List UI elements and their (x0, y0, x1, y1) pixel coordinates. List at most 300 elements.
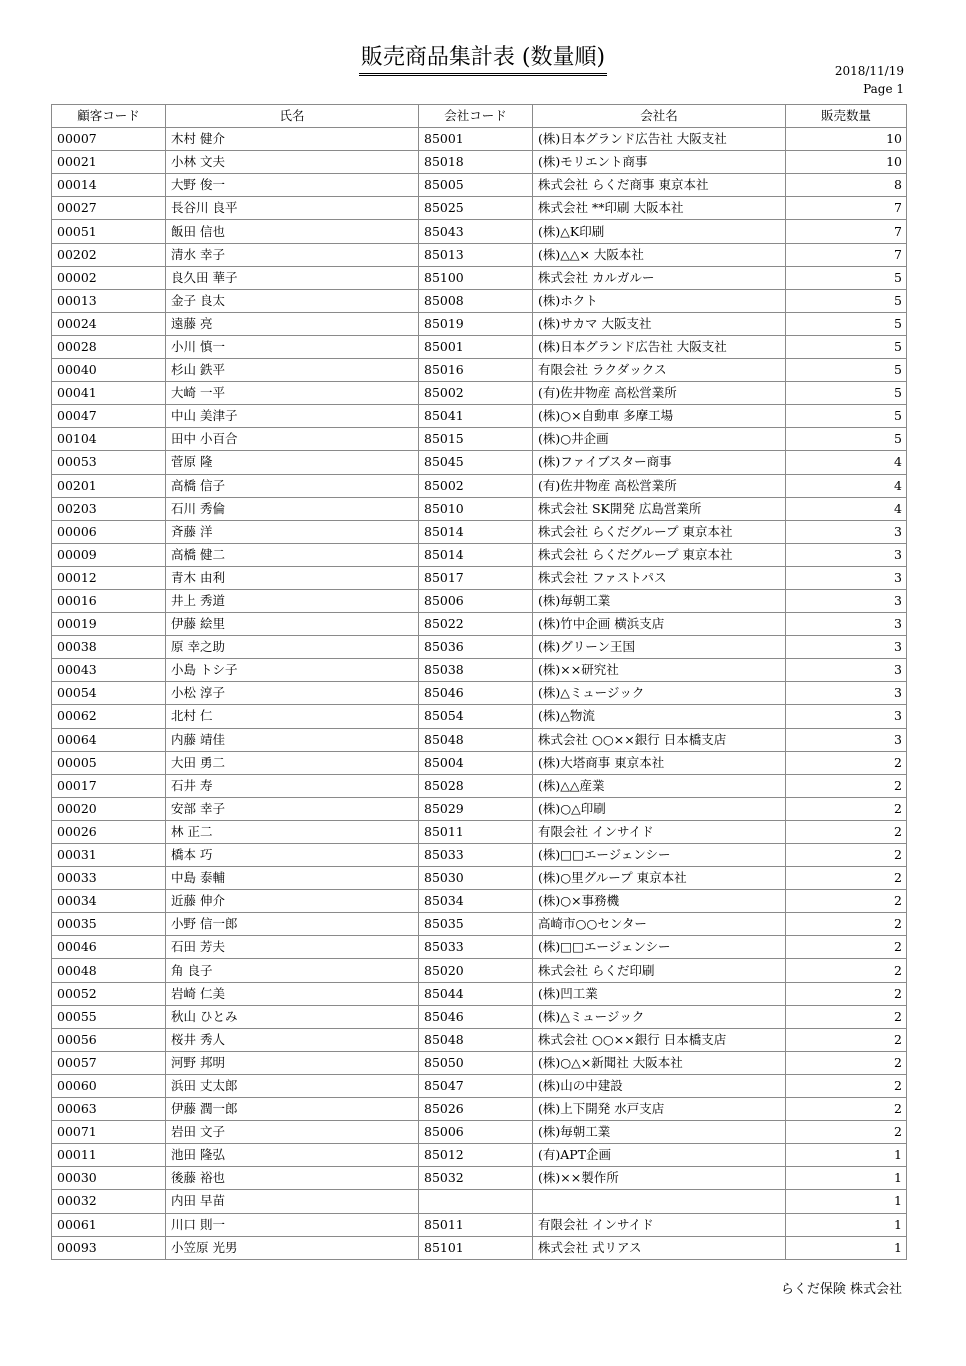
company-code-cell: 85038 (419, 659, 533, 682)
customer-code-cell: 00013 (52, 289, 166, 312)
sales-quantity-cell: 7 (786, 243, 907, 266)
sales-quantity-cell: 10 (786, 151, 907, 174)
customer-name-cell: 清水 幸子 (166, 243, 419, 266)
sales-quantity-cell: 3 (786, 659, 907, 682)
customer-name-cell: 良久田 華子 (166, 266, 419, 289)
company-code-cell: 85008 (419, 289, 533, 312)
company-code-cell: 85032 (419, 1167, 533, 1190)
customer-name-cell: 林 正二 (166, 820, 419, 843)
customer-name-cell: 池田 隆弘 (166, 1144, 419, 1167)
sales-quantity-cell: 1 (786, 1190, 907, 1213)
company-code-cell: 85041 (419, 405, 533, 428)
customer-code-cell: 00009 (52, 543, 166, 566)
company-code-cell: 85029 (419, 797, 533, 820)
company-code-cell: 85001 (419, 335, 533, 358)
header-customer-name: 氏名 (166, 105, 419, 128)
customer-code-cell: 00104 (52, 428, 166, 451)
table-row (52, 543, 907, 566)
company-code-cell: 85022 (419, 613, 533, 636)
sales-quantity-cell: 3 (786, 543, 907, 566)
customer-code-cell: 00093 (52, 1236, 166, 1259)
customer-name-cell: 桜井 秀人 (166, 1028, 419, 1051)
customer-name-cell: 高橋 健二 (166, 543, 419, 566)
sales-quantity-cell: 7 (786, 197, 907, 220)
customer-name-cell: 小島 トシ子 (166, 659, 419, 682)
company-name-cell: (株)グリーン王国 (533, 636, 786, 659)
customer-name-cell: 遠藤 亮 (166, 312, 419, 335)
customer-code-cell: 00046 (52, 936, 166, 959)
sales-quantity-cell: 4 (786, 474, 907, 497)
table-row (52, 613, 907, 636)
company-name-cell: 株式会社 らくだグループ 東京本社 (533, 520, 786, 543)
customer-code-cell: 00051 (52, 220, 166, 243)
company-name-cell: (株)ホクト (533, 289, 786, 312)
company-name-cell: 株式会社 ○○××銀行 日本橋支店 (533, 1028, 786, 1051)
customer-code-cell: 00048 (52, 959, 166, 982)
company-name-cell: (株)竹中企画 横浜支店 (533, 613, 786, 636)
table-row (52, 1121, 907, 1144)
customer-name-cell: 大崎 一平 (166, 382, 419, 405)
company-name-cell: (株)△物流 (533, 705, 786, 728)
sales-quantity-cell: 2 (786, 1121, 907, 1144)
table-row (52, 520, 907, 543)
customer-name-cell: 飯田 信也 (166, 220, 419, 243)
company-name-cell: (株)モリエント商事 (533, 151, 786, 174)
customer-name-cell: 内藤 靖佳 (166, 728, 419, 751)
customer-code-cell: 00043 (52, 659, 166, 682)
table-row (52, 289, 907, 312)
table-row (52, 497, 907, 520)
customer-code-cell: 00203 (52, 497, 166, 520)
customer-code-cell: 00028 (52, 335, 166, 358)
company-code-cell: 85025 (419, 197, 533, 220)
table-row (52, 1236, 907, 1259)
company-name-cell: (有)佐井物産 高松営業所 (533, 474, 786, 497)
customer-name-cell: 菅原 隆 (166, 451, 419, 474)
company-code-cell: 85034 (419, 890, 533, 913)
customer-code-cell: 00057 (52, 1051, 166, 1074)
customer-code-cell: 00024 (52, 312, 166, 335)
customer-code-cell: 00053 (52, 451, 166, 474)
header-company-name: 会社名 (533, 105, 786, 128)
sales-quantity-cell: 10 (786, 128, 907, 151)
table-row (52, 1051, 907, 1074)
customer-name-cell: 北村 仁 (166, 705, 419, 728)
customer-code-cell: 00027 (52, 197, 166, 220)
company-code-cell: 85011 (419, 820, 533, 843)
sales-quantity-cell: 2 (786, 867, 907, 890)
customer-code-cell: 00061 (52, 1213, 166, 1236)
company-name-cell: 株式会社 ファストパス (533, 566, 786, 589)
company-code-cell: 85014 (419, 520, 533, 543)
company-code-cell: 85017 (419, 566, 533, 589)
sales-quantity-cell: 4 (786, 497, 907, 520)
customer-code-cell: 00002 (52, 266, 166, 289)
sales-quantity-cell: 5 (786, 382, 907, 405)
company-name-cell: 株式会社 SK開発 広島営業所 (533, 497, 786, 520)
table-row (52, 266, 907, 289)
customer-name-cell: 金子 良太 (166, 289, 419, 312)
sales-table (51, 104, 907, 1260)
table-row (52, 128, 907, 151)
customer-name-cell: 石井 寿 (166, 774, 419, 797)
table-row (52, 474, 907, 497)
company-name-cell: (株)上下開発 水戸支店 (533, 1098, 786, 1121)
sales-quantity-cell: 3 (786, 636, 907, 659)
table-row (52, 1098, 907, 1121)
company-code-cell: 85047 (419, 1074, 533, 1097)
customer-name-cell: 川口 則一 (166, 1213, 419, 1236)
customer-code-cell: 00056 (52, 1028, 166, 1051)
company-code-cell: 85002 (419, 382, 533, 405)
customer-code-cell: 00063 (52, 1098, 166, 1121)
report-meta (835, 62, 904, 98)
page-number: Page 1 (863, 82, 904, 96)
table-row (52, 820, 907, 843)
report-date: 2018/11/19 (834, 64, 904, 78)
customer-code-cell: 00038 (52, 636, 166, 659)
company-code-cell (419, 1190, 533, 1213)
customer-name-cell: 岩田 文子 (166, 1121, 419, 1144)
customer-name-cell: 中島 泰輔 (166, 867, 419, 890)
company-code-cell: 85019 (419, 312, 533, 335)
table-row (52, 1167, 907, 1190)
table-row (52, 751, 907, 774)
table-row (52, 1005, 907, 1028)
company-name-cell: (株)毎朝工業 (533, 1121, 786, 1144)
customer-code-cell: 00005 (52, 751, 166, 774)
customer-name-cell: 石田 芳夫 (166, 936, 419, 959)
customer-code-cell: 00030 (52, 1167, 166, 1190)
header-company-code: 会社コード (419, 105, 533, 128)
table-row (52, 982, 907, 1005)
table-row (52, 797, 907, 820)
company-code-cell: 85012 (419, 1144, 533, 1167)
company-name-cell: (有)佐井物産 高松営業所 (533, 382, 786, 405)
customer-code-cell: 00019 (52, 613, 166, 636)
customer-code-cell: 00062 (52, 705, 166, 728)
company-code-cell: 85006 (419, 589, 533, 612)
table-row (52, 589, 907, 612)
company-code-cell: 85048 (419, 1028, 533, 1051)
company-code-cell: 85048 (419, 728, 533, 751)
sales-quantity-cell: 3 (786, 682, 907, 705)
customer-code-cell: 00007 (52, 128, 166, 151)
sales-quantity-cell: 5 (786, 289, 907, 312)
sales-quantity-cell: 5 (786, 405, 907, 428)
customer-name-cell: 青木 由利 (166, 566, 419, 589)
company-code-cell: 85005 (419, 174, 533, 197)
table-row (52, 774, 907, 797)
company-name-cell: 株式会社 ○○××銀行 日本橋支店 (533, 728, 786, 751)
company-code-cell: 85045 (419, 451, 533, 474)
company-code-cell: 85054 (419, 705, 533, 728)
company-name-cell: (株)○里グループ 東京本社 (533, 867, 786, 890)
sales-quantity-cell: 2 (786, 774, 907, 797)
company-name-cell: 株式会社 式リアス (533, 1236, 786, 1259)
table-row (52, 844, 907, 867)
sales-quantity-cell: 2 (786, 982, 907, 1005)
company-name-cell: (株)××研究社 (533, 659, 786, 682)
customer-code-cell: 00047 (52, 405, 166, 428)
table-row (52, 566, 907, 589)
table-row (52, 936, 907, 959)
company-code-cell: 85028 (419, 774, 533, 797)
customer-code-cell: 00054 (52, 682, 166, 705)
company-code-cell: 85035 (419, 913, 533, 936)
customer-code-cell: 00201 (52, 474, 166, 497)
customer-code-cell: 00021 (52, 151, 166, 174)
customer-name-cell: 杉山 鉄平 (166, 359, 419, 382)
customer-code-cell: 00041 (52, 382, 166, 405)
sales-quantity-cell: 2 (786, 936, 907, 959)
table-row (52, 312, 907, 335)
company-code-cell: 85001 (419, 128, 533, 151)
customer-name-cell: 大野 俊一 (166, 174, 419, 197)
table-row (52, 867, 907, 890)
company-name-cell: (株)凹工業 (533, 982, 786, 1005)
company-code-cell: 85046 (419, 1005, 533, 1028)
sales-quantity-cell: 2 (786, 890, 907, 913)
table-row (52, 890, 907, 913)
table-row (52, 1190, 907, 1213)
table-row (52, 1074, 907, 1097)
customer-name-cell: 中山 美津子 (166, 405, 419, 428)
customer-code-cell: 00032 (52, 1190, 166, 1213)
customer-code-cell: 00040 (52, 359, 166, 382)
sales-quantity-cell: 2 (786, 844, 907, 867)
company-name-cell: (株)□□エージェンシー (533, 936, 786, 959)
company-name-cell: 高崎市○○センター (533, 913, 786, 936)
sales-quantity-cell: 5 (786, 335, 907, 358)
customer-name-cell: 安部 幸子 (166, 797, 419, 820)
table-row (52, 659, 907, 682)
table-body (52, 128, 907, 1260)
company-code-cell: 85014 (419, 543, 533, 566)
company-name-cell: (株)○△×新聞社 大阪本社 (533, 1051, 786, 1074)
customer-name-cell: 橋本 巧 (166, 844, 419, 867)
customer-code-cell: 00060 (52, 1074, 166, 1097)
company-code-cell: 85100 (419, 266, 533, 289)
report-title (0, 44, 966, 76)
report-title-text: 販売商品集計表 (数量順) (359, 44, 607, 76)
company-code-cell: 85101 (419, 1236, 533, 1259)
customer-name-cell: 河野 邦明 (166, 1051, 419, 1074)
table-row (52, 682, 907, 705)
sales-quantity-cell: 1 (786, 1144, 907, 1167)
company-name-cell: (株)△ミュージック (533, 682, 786, 705)
sales-quantity-cell: 3 (786, 613, 907, 636)
customer-code-cell: 00202 (52, 243, 166, 266)
customer-code-cell: 00014 (52, 174, 166, 197)
customer-name-cell: 伊藤 潤一郎 (166, 1098, 419, 1121)
customer-name-cell: 高橋 信子 (166, 474, 419, 497)
table-row (52, 197, 907, 220)
header-customer-code: 顧客コード (52, 105, 166, 128)
company-name-cell: (株)○井企画 (533, 428, 786, 451)
customer-code-cell: 00031 (52, 844, 166, 867)
sales-quantity-cell: 5 (786, 359, 907, 382)
table-row (52, 151, 907, 174)
company-code-cell: 85036 (419, 636, 533, 659)
company-name-cell: (株)△△× 大阪本社 (533, 243, 786, 266)
customer-name-cell: 大田 勇二 (166, 751, 419, 774)
table-header-row (52, 105, 907, 128)
customer-name-cell: 田中 小百合 (166, 428, 419, 451)
sales-quantity-cell: 2 (786, 913, 907, 936)
customer-name-cell: 井上 秀道 (166, 589, 419, 612)
company-code-cell: 85011 (419, 1213, 533, 1236)
company-name-cell: (株)大塔商事 東京本社 (533, 751, 786, 774)
customer-code-cell: 00071 (52, 1121, 166, 1144)
table-row (52, 405, 907, 428)
sales-quantity-cell: 7 (786, 220, 907, 243)
customer-name-cell: 長谷川 良平 (166, 197, 419, 220)
company-code-cell: 85013 (419, 243, 533, 266)
customer-name-cell: 石川 秀倫 (166, 497, 419, 520)
company-name-cell: (株)毎朝工業 (533, 589, 786, 612)
customer-name-cell: 小林 文夫 (166, 151, 419, 174)
customer-name-cell: 浜田 丈太郎 (166, 1074, 419, 1097)
sales-quantity-cell: 2 (786, 959, 907, 982)
table-row (52, 243, 907, 266)
sales-quantity-cell: 5 (786, 312, 907, 335)
sales-quantity-cell: 2 (786, 1028, 907, 1051)
sales-quantity-cell: 2 (786, 1005, 907, 1028)
customer-code-cell: 00017 (52, 774, 166, 797)
company-name-cell: (株)○×自動車 多摩工場 (533, 405, 786, 428)
company-code-cell: 85033 (419, 936, 533, 959)
company-name-cell: (株)○△印刷 (533, 797, 786, 820)
table-row (52, 359, 907, 382)
company-code-cell: 85004 (419, 751, 533, 774)
customer-name-cell: 内田 早苗 (166, 1190, 419, 1213)
table-row (52, 382, 907, 405)
sales-quantity-cell: 2 (786, 1051, 907, 1074)
sales-quantity-cell: 1 (786, 1236, 907, 1259)
customer-name-cell: 小松 淳子 (166, 682, 419, 705)
customer-code-cell: 00033 (52, 867, 166, 890)
company-code-cell: 85026 (419, 1098, 533, 1121)
company-name-cell: 株式会社 カルガルー (533, 266, 786, 289)
customer-name-cell: 木村 健介 (166, 128, 419, 151)
sales-quantity-cell: 3 (786, 566, 907, 589)
customer-code-cell: 00035 (52, 913, 166, 936)
table-row (52, 335, 907, 358)
sales-quantity-cell: 2 (786, 1098, 907, 1121)
table-row (52, 636, 907, 659)
table-row (52, 428, 907, 451)
company-name-cell: (有)APT企画 (533, 1144, 786, 1167)
sales-quantity-cell: 8 (786, 174, 907, 197)
sales-quantity-cell: 2 (786, 751, 907, 774)
company-name-cell: (株)日本グランド広告社 大阪支社 (533, 335, 786, 358)
customer-code-cell: 00064 (52, 728, 166, 751)
table-row (52, 1213, 907, 1236)
sales-quantity-cell: 5 (786, 266, 907, 289)
table-row (52, 220, 907, 243)
company-code-cell: 85002 (419, 474, 533, 497)
table-row (52, 705, 907, 728)
company-code-cell: 85018 (419, 151, 533, 174)
customer-code-cell: 00016 (52, 589, 166, 612)
customer-code-cell: 00052 (52, 982, 166, 1005)
company-code-cell: 85044 (419, 982, 533, 1005)
table-row (52, 174, 907, 197)
sales-quantity-cell: 1 (786, 1213, 907, 1236)
company-name-cell: 株式会社 らくだ印刷 (533, 959, 786, 982)
company-name-cell: (株)ファイブスター商事 (533, 451, 786, 474)
table-row (52, 959, 907, 982)
customer-name-cell: 小笠原 光男 (166, 1236, 419, 1259)
customer-code-cell: 00012 (52, 566, 166, 589)
company-code-cell: 85010 (419, 497, 533, 520)
company-name-cell: (株)○×事務機 (533, 890, 786, 913)
table-row (52, 1144, 907, 1167)
sales-quantity-cell: 2 (786, 1074, 907, 1097)
customer-name-cell: 小川 慎一 (166, 335, 419, 358)
company-name-cell: (株)□□エージェンシー (533, 844, 786, 867)
company-code-cell: 85050 (419, 1051, 533, 1074)
table-row (52, 451, 907, 474)
header-sales-quantity: 販売数量 (786, 105, 907, 128)
company-name-cell: 株式会社 らくだ商事 東京本社 (533, 174, 786, 197)
customer-name-cell: 秋山 ひとみ (166, 1005, 419, 1028)
sales-quantity-cell: 3 (786, 520, 907, 543)
customer-name-cell: 岩崎 仁美 (166, 982, 419, 1005)
table-row (52, 728, 907, 751)
company-code-cell: 85016 (419, 359, 533, 382)
company-name-cell: 有限会社 インサイド (533, 1213, 786, 1236)
customer-name-cell: 斉藤 洋 (166, 520, 419, 543)
sales-quantity-cell: 5 (786, 428, 907, 451)
company-code-cell: 85015 (419, 428, 533, 451)
company-name-cell: (株)△△産業 (533, 774, 786, 797)
customer-name-cell: 近藤 伸介 (166, 890, 419, 913)
company-name-cell: 株式会社 **印刷 大阪本社 (533, 197, 786, 220)
customer-name-cell: 原 幸之助 (166, 636, 419, 659)
table-row (52, 1028, 907, 1051)
company-code-cell: 85020 (419, 959, 533, 982)
sales-quantity-cell: 2 (786, 797, 907, 820)
company-name-cell: (株)△ミュージック (533, 1005, 786, 1028)
table-row (52, 913, 907, 936)
company-name-cell: (株)山の中建設 (533, 1074, 786, 1097)
company-code-cell: 85033 (419, 844, 533, 867)
sales-quantity-cell: 1 (786, 1167, 907, 1190)
customer-name-cell: 伊藤 絵里 (166, 613, 419, 636)
company-name-cell: 有限会社 ラクダックス (533, 359, 786, 382)
sales-quantity-cell: 4 (786, 451, 907, 474)
sales-quantity-cell: 3 (786, 705, 907, 728)
company-name-cell: (株)日本グランド広告社 大阪支社 (533, 128, 786, 151)
customer-code-cell: 00011 (52, 1144, 166, 1167)
customer-code-cell: 00006 (52, 520, 166, 543)
company-code-cell: 85030 (419, 867, 533, 890)
company-name-cell: (株)△K印刷 (533, 220, 786, 243)
company-footer: らくだ保険 株式会社 (780, 1282, 902, 1297)
company-code-cell: 85006 (419, 1121, 533, 1144)
customer-name-cell: 小野 信一郎 (166, 913, 419, 936)
customer-code-cell: 00026 (52, 820, 166, 843)
customer-code-cell: 00055 (52, 1005, 166, 1028)
company-code-cell: 85046 (419, 682, 533, 705)
company-name-cell: 株式会社 らくだグループ 東京本社 (533, 543, 786, 566)
customer-code-cell: 00020 (52, 797, 166, 820)
company-name-cell: 有限会社 インサイド (533, 820, 786, 843)
customer-code-cell: 00034 (52, 890, 166, 913)
sales-quantity-cell: 3 (786, 728, 907, 751)
